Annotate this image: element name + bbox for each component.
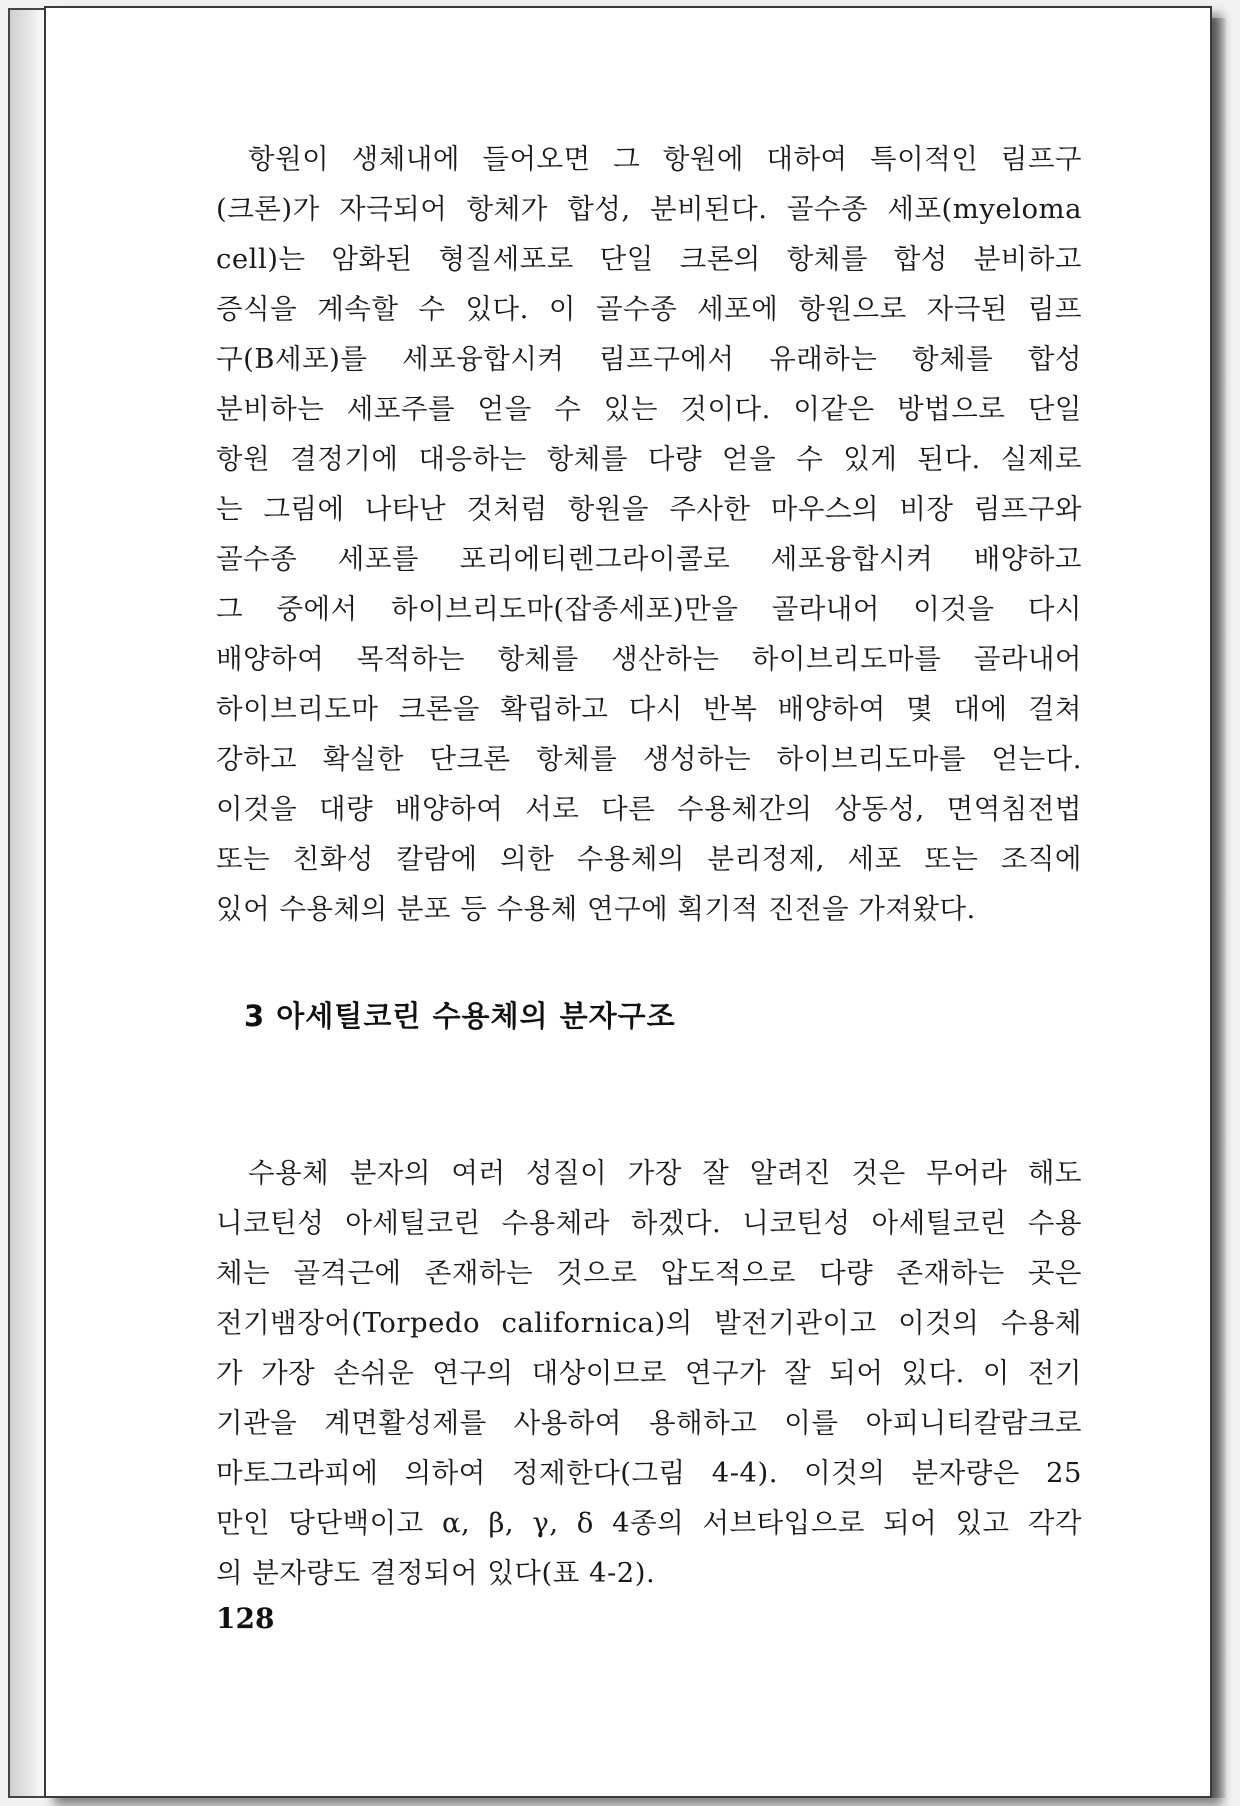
paragraph-1 xyxy=(216,134,1082,934)
text-line: 는 그림에 나타난 것처럼 항원을 주사한 마우스의 비장 림프구와 xyxy=(216,493,1082,525)
paragraph-2 xyxy=(216,1148,1082,1598)
text-line: 기관을 계면활성제를 사용하여 용해하고 이를 아피니티칼람크로 xyxy=(216,1407,1082,1439)
text-line: 그 중에서 하이브리도마(잡종세포)만을 골라내어 이것을 다시 xyxy=(216,593,1082,625)
text-line: 하이브리도마 크론을 확립하고 다시 반복 배양하여 몇 대에 걸쳐 xyxy=(216,693,1082,725)
text-line: 의 분자량도 결정되어 있다(표 4-2). xyxy=(216,1557,656,1589)
page-shadow xyxy=(1212,18,1226,1798)
text-line: 골수종 세포를 포리에티렌그라이콜로 세포융합시켜 배양하고 xyxy=(216,543,1082,575)
text-line: 배양하여 목적하는 항체를 생산하는 하이브리도마를 골라내어 xyxy=(216,643,1082,675)
text-line: 항원이 생체내에 들어오면 그 항원에 대하여 특이적인 림프구 xyxy=(248,143,1082,175)
text-line: 분비하는 세포주를 얻을 수 있는 것이다. 이같은 방법으로 단일 xyxy=(216,393,1082,425)
text-line: 이것을 대량 배양하여 서로 다른 수용체간의 상동성, 면역침전법 xyxy=(216,793,1082,825)
text-line: 항원 결정기에 대응하는 항체를 다량 얻을 수 있게 된다. 실제로 xyxy=(216,443,1082,475)
page-edge xyxy=(8,8,46,1798)
text-line: 구(B세포)를 세포융합시켜 림프구에서 유래하는 항체를 합성 xyxy=(216,343,1082,375)
text-line: 있어 수용체의 분포 등 수용체 연구에 획기적 진전을 가져왔다. xyxy=(216,893,976,925)
text-line: 니코틴성 아세틸코린 수용체라 하겠다. 니코틴성 아세틸코린 수용 xyxy=(216,1207,1082,1239)
text-line: cell)는 암화된 형질세포로 단일 크론의 항체를 합성 분비하고 xyxy=(216,243,1082,275)
text-line: 가 가장 손쉬운 연구의 대상이므로 연구가 잘 되어 있다. 이 전기 xyxy=(216,1357,1082,1389)
page-number: 128 xyxy=(216,1602,275,1635)
section-heading: 3 아세틸코린 수용체의 분자구조 xyxy=(244,999,676,1033)
text-line: 또는 친화성 칼람에 의한 수용체의 분리정제, 세포 또는 조직에 xyxy=(216,843,1082,875)
text-line: 만인 당단백이고 α, β, γ, δ 4종의 서브타입으로 되어 있고 각각 xyxy=(216,1507,1082,1539)
text-line: 전기뱀장어(Torpedo californica)의 발전기관이고 이것의 수용체 xyxy=(216,1307,1082,1339)
text-line: (크론)가 자극되어 항체가 합성, 분비된다. 골수종 세포(myeloma xyxy=(216,193,1082,225)
text-line: 체는 골격근에 존재하는 것으로 압도적으로 다량 존재하는 곳은 xyxy=(216,1257,1082,1289)
text-line: 수용체 분자의 여러 성질이 가장 잘 알려진 것은 무어라 해도 xyxy=(248,1157,1082,1189)
text-line: 증식을 계속할 수 있다. 이 골수종 세포에 항원으로 자극된 림프 xyxy=(216,293,1082,325)
text-line: 강하고 확실한 단크론 항체를 생성하는 하이브리도마를 얻는다. xyxy=(216,743,1082,775)
text-line: 마토그라피에 의하여 정제한다(그림 4-4). 이것의 분자량은 25 xyxy=(216,1457,1082,1489)
